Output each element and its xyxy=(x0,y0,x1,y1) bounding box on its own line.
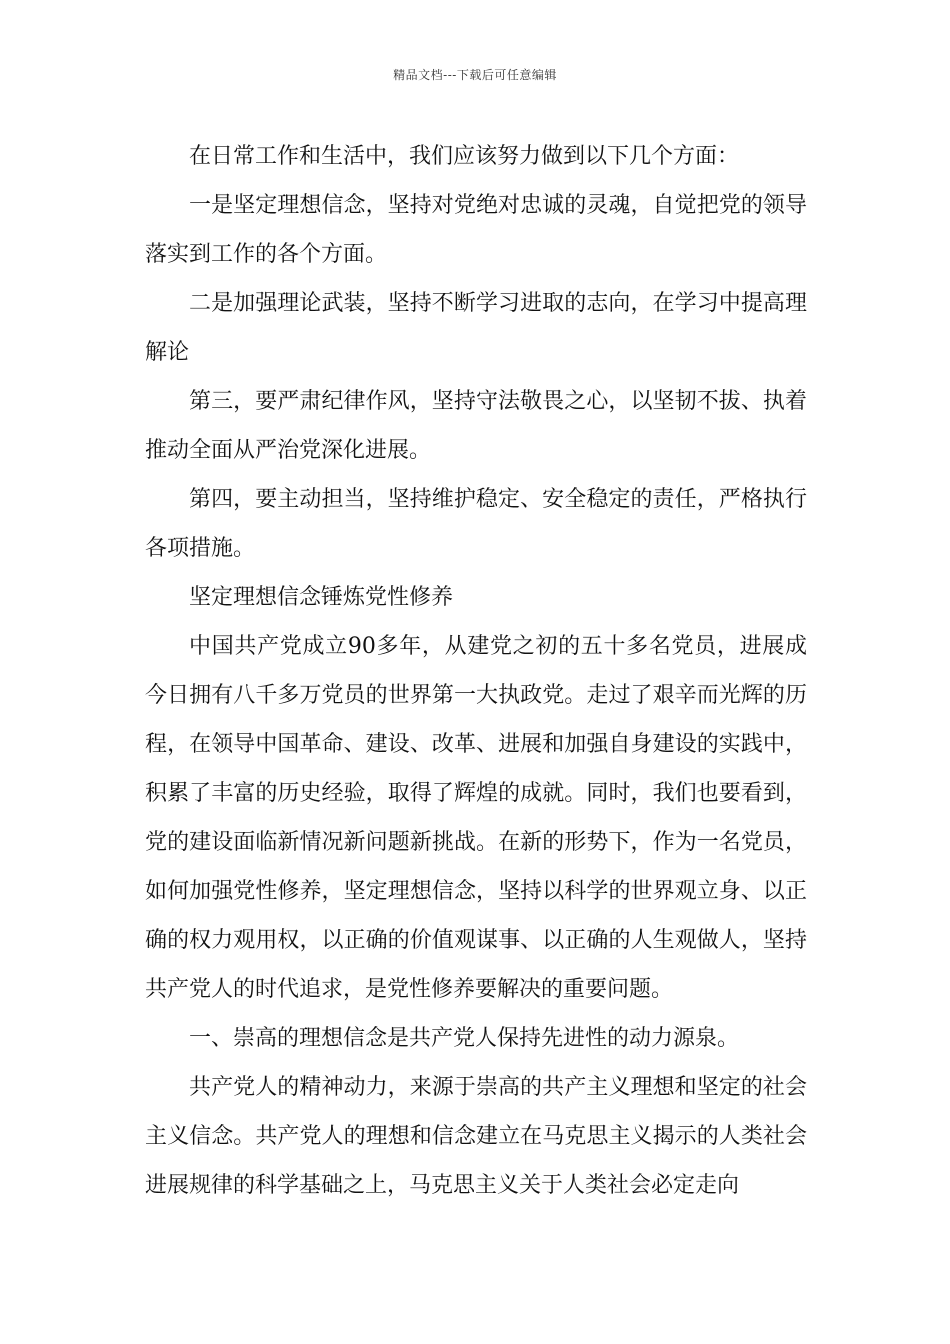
paragraph-spiritual-motivation: 共产党人的精神动力，来源于崇高的共产主义理想和坚定的社会主义信念。共产党人的理想和信念建立在马克思主义揭示的人类社会进展规律的科学基础之上，马克思主义关于人类社会必定走向 xyxy=(145,1075,807,1198)
paragraph-point-three: 第三，要严肃纪律作风，坚持守法敬畏之心，以坚韧不拔、执着推动全面从严治党深化进展。 xyxy=(145,389,807,463)
document-body xyxy=(145,132,807,1210)
subsection-heading-one: 一、崇高的理想信念是共产党人保持先进性的动力源泉。 xyxy=(189,1026,740,1051)
page-header: 精品文档---下载后可任意编辑 xyxy=(393,68,557,82)
paragraph-intro: 在日常工作和生活中，我们应该努力做到以下几个方面： xyxy=(189,144,740,169)
section-heading: 坚定理想信念锤炼党性修养 xyxy=(189,585,454,610)
paragraph-point-one: 一是坚定理想信念，坚持对党绝对忠诚的灵魂，自觉把党的领导落实到工作的各个方面。 xyxy=(145,193,807,267)
paragraph-point-two: 二是加强理论武装，坚持不断学习进取的志向，在学习中提高理解论 xyxy=(145,291,807,365)
paragraph-party-history: 中国共产党成立90多年，从建党之初的五十多名党员，进展成今日拥有八千多万党员的世界第一大执政党。走过了艰辛而光辉的历程，在领导中国革命、建设、改革、进展和加强自身建设的实践中，积累了丰富的历史经验，取得了辉煌的成就。同时，我们也要看到，党的建设面临新情况新问题新挑战。在新的形势下，作为一名党员，如何加强党性修养，坚定理想信念，坚持以科学的世界观立身、以正确的权力观用权，以正确的价值观谋事、以正确的人生观做人，坚持共产党人的时代追求，是党性修养要解决的重要问题。 xyxy=(145,634,807,1002)
paragraph-point-four: 第四，要主动担当，坚持维护稳定、安全稳定的责任，严格执行各项措施。 xyxy=(145,487,807,561)
